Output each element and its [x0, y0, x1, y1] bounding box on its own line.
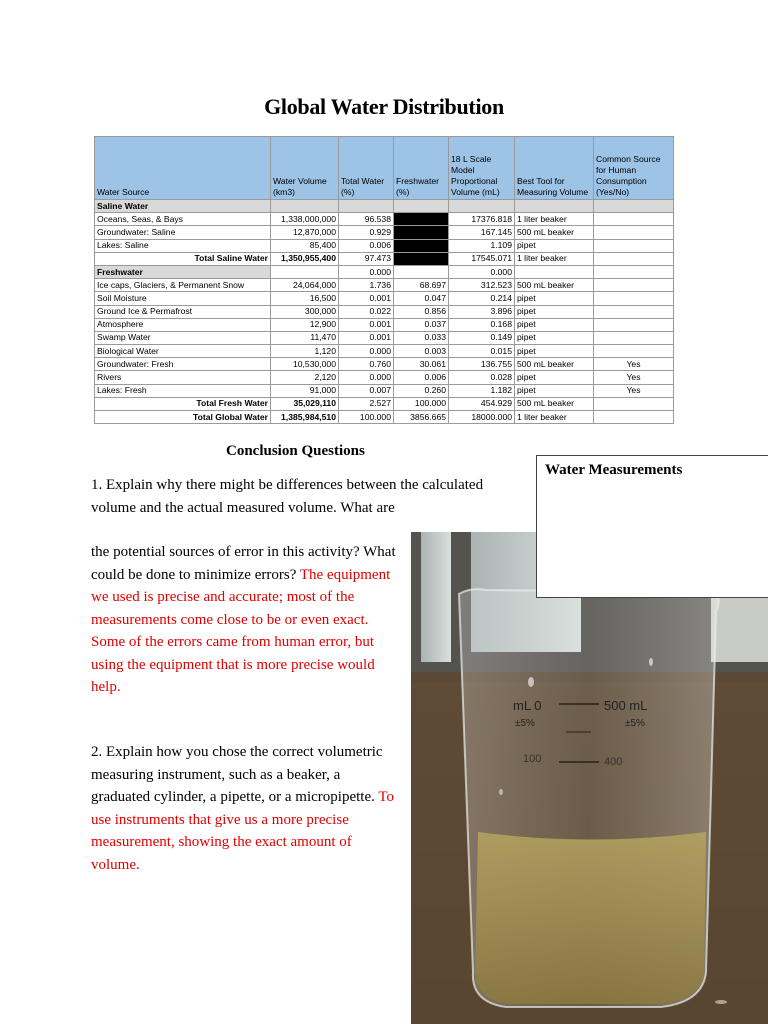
- cell-fresh-pct-blacked: [394, 252, 449, 265]
- cell-model-volume: 167.145: [449, 226, 515, 239]
- cell-model-volume: 0.028: [449, 371, 515, 384]
- cell-tool: 500 mL beaker: [515, 226, 594, 239]
- beaker-label-pct-left: ±5%: [515, 718, 535, 729]
- beaker-photo: [411, 532, 768, 1024]
- cell-consumption: Yes: [594, 358, 674, 371]
- table-row: [95, 305, 674, 318]
- total-consumption: [594, 397, 674, 410]
- cell-consumption: [594, 265, 674, 278]
- section-row-saline: [95, 200, 674, 213]
- table-row: [95, 371, 674, 384]
- cell-tool: 500 mL beaker: [515, 358, 594, 371]
- table-row: [95, 292, 674, 305]
- cell-source: Lakes: Fresh: [95, 384, 271, 397]
- cell-total-pct: 0.000: [339, 265, 394, 278]
- cell-model-volume: 1.109: [449, 239, 515, 252]
- cell-consumption: [594, 345, 674, 358]
- question-2-text: 2. Explain how you chose the correct volumetric measuring instrument, such as a beaker, a graduated cylinder, a pipette, or a micropipette.: [91, 744, 383, 805]
- cell-model-volume: 0.015: [449, 345, 515, 358]
- cell-source: Groundwater: Fresh: [95, 358, 271, 371]
- cell-tool: 1 liter beaker: [515, 213, 594, 226]
- cell-total-pct: 0.006: [339, 239, 394, 252]
- cell-source: Swamp Water: [95, 331, 271, 344]
- total-volume: 1,350,955,400: [271, 252, 339, 265]
- cell-tool: pipet: [515, 371, 594, 384]
- cell-volume: 11,470: [271, 331, 339, 344]
- table-row: [95, 239, 674, 252]
- cell-tool: [515, 265, 594, 278]
- water-measurements-box: [536, 455, 768, 598]
- total-consumption: [594, 252, 674, 265]
- cell-source: Lakes: Saline: [95, 239, 271, 252]
- cell-fresh-pct: 0.037: [394, 318, 449, 331]
- beaker-label-ml0: mL 0: [513, 698, 542, 713]
- header-common-source: Common Source for Human Consumption (Yes/No): [594, 137, 674, 200]
- section-row-fresh: [95, 265, 674, 278]
- total-model-volume: 454.929: [449, 397, 515, 410]
- cell-volume: 24,064,000: [271, 279, 339, 292]
- cell-source: Soil Moisture: [95, 292, 271, 305]
- cell-fresh-pct: 0.260: [394, 384, 449, 397]
- cell-volume: 85,400: [271, 239, 339, 252]
- table-row: [95, 226, 674, 239]
- total-pct: 100.000: [339, 411, 394, 424]
- total-fresh-pct: 100.000: [394, 397, 449, 410]
- cell-total-pct: 0.001: [339, 292, 394, 305]
- cell-source: Ice caps, Glaciers, & Permanent Snow: [95, 279, 271, 292]
- cell-volume: 91,000: [271, 384, 339, 397]
- cell-source: Atmosphere: [95, 318, 271, 331]
- cell-tool: pipet: [515, 239, 594, 252]
- header-total-water: Total Water (%): [339, 137, 394, 200]
- cell-consumption: Yes: [594, 371, 674, 384]
- total-model-volume: 18000.000: [449, 411, 515, 424]
- cell-fresh-pct-blacked: [394, 213, 449, 226]
- table-row: [95, 358, 674, 371]
- cell-total-pct: 0.760: [339, 358, 394, 371]
- total-fresh-pct: 3856.665: [394, 411, 449, 424]
- total-consumption: [594, 411, 674, 424]
- cell-total-pct: 0.001: [339, 318, 394, 331]
- water-distribution-table: [94, 136, 674, 424]
- cell-source: Rivers: [95, 371, 271, 384]
- total-row-fresh: [95, 397, 674, 410]
- cell-model-volume: 0.214: [449, 292, 515, 305]
- total-model-volume: 17545.071: [449, 252, 515, 265]
- cell-volume: 1,338,000,000: [271, 213, 339, 226]
- page-title: Global Water Distribution: [264, 94, 504, 119]
- cell-source: Oceans, Seas, & Bays: [95, 213, 271, 226]
- header-water-source: Water Source: [95, 137, 271, 200]
- cell-fresh-pct-blacked: [394, 226, 449, 239]
- cell-volume: 12,900: [271, 318, 339, 331]
- cell-model-volume: 0.149: [449, 331, 515, 344]
- cell-total-pct: 0.000: [339, 345, 394, 358]
- question-1-answer: The equipment we used is precise and accurate; most of the measurements come close to be or even exact. Some of the errors came from human error, but using the equipment that is more precise would help.: [91, 566, 391, 695]
- cell-fresh-pct: 0.047: [394, 292, 449, 305]
- cell-volume: 1,120: [271, 345, 339, 358]
- beaker-label-500: 500 mL: [604, 698, 648, 713]
- cell-total-pct: 0.001: [339, 331, 394, 344]
- cell-total-pct: 1.736: [339, 279, 394, 292]
- cell-total-pct: 0.929: [339, 226, 394, 239]
- total-tool: 1 liter beaker: [515, 411, 594, 424]
- question-2-block: [91, 741, 401, 876]
- cell-consumption: Yes: [594, 384, 674, 397]
- cell-tool: pipet: [515, 305, 594, 318]
- beaker-label-400: 400: [604, 756, 623, 768]
- cell-fresh-pct: 0.856: [394, 305, 449, 318]
- cell-volume: [271, 265, 339, 278]
- cell-model-volume: 136.755: [449, 358, 515, 371]
- cell-fresh-pct: 30.061: [394, 358, 449, 371]
- water-measurements-title: Water Measurements: [545, 462, 683, 478]
- cell-consumption: [594, 226, 674, 239]
- header-best-tool: Best Tool for Measuring Volume: [515, 137, 594, 200]
- cell-total-pct: 96.538: [339, 213, 394, 226]
- cell-tool: pipet: [515, 292, 594, 305]
- cell-model-volume: 1.182: [449, 384, 515, 397]
- question-1-block: [91, 541, 396, 699]
- cell-tool: pipet: [515, 384, 594, 397]
- total-pct: 2.527: [339, 397, 394, 410]
- cell-volume: 2,120: [271, 371, 339, 384]
- cell-total-pct: 0.000: [339, 371, 394, 384]
- cell-consumption: [594, 331, 674, 344]
- header-freshwater: Freshwater (%): [394, 137, 449, 200]
- question-1-text-top: 1. Explain why there might be differences between the calculated volume and the actual measured volume. What are: [91, 477, 484, 516]
- beaker-label-pct-right: ±5%: [625, 718, 645, 729]
- cell-consumption: [594, 213, 674, 226]
- total-label: Total Saline Water: [95, 252, 271, 265]
- header-water-volume: Water Volume (km3): [271, 137, 339, 200]
- total-volume: 1,385,984,510: [271, 411, 339, 424]
- total-label: Total Fresh Water: [95, 397, 271, 410]
- table-row: [95, 384, 674, 397]
- cell-model-volume: 3.896: [449, 305, 515, 318]
- total-label: Total Global Water: [95, 411, 271, 424]
- cell-model-volume: 0.000: [449, 265, 515, 278]
- cell-fresh-pct: 0.003: [394, 345, 449, 358]
- total-volume: 35,029,110: [271, 397, 339, 410]
- table-row: [95, 331, 674, 344]
- cell-model-volume: 17376.818: [449, 213, 515, 226]
- section-label: Freshwater: [95, 265, 271, 278]
- cell-source: Biological Water: [95, 345, 271, 358]
- cell-volume: 12,870,000: [271, 226, 339, 239]
- cell-model-volume: 0.168: [449, 318, 515, 331]
- header-scale-model: 18 L Scale Model Proportional Volume (mL): [449, 137, 515, 200]
- cell-consumption: [594, 292, 674, 305]
- cell-volume: 10,530,000: [271, 358, 339, 371]
- total-tool: 500 mL beaker: [515, 397, 594, 410]
- total-row-global: [95, 411, 674, 424]
- cell-source: Ground Ice & Permafrost: [95, 305, 271, 318]
- beaker-label-100: 100: [523, 753, 542, 765]
- table-row: [95, 279, 674, 292]
- cell-fresh-pct: 0.033: [394, 331, 449, 344]
- cell-consumption: [594, 279, 674, 292]
- total-pct: 97.473: [339, 252, 394, 265]
- cell-fresh-pct: [394, 265, 449, 278]
- table-row: [95, 345, 674, 358]
- cell-fresh-pct: 0.006: [394, 371, 449, 384]
- question-2-answer: To use instruments that give us a more precise measurement, showing the exact amount of volume.: [91, 789, 394, 873]
- cell-consumption: [594, 239, 674, 252]
- cell-fresh-pct: 68.697: [394, 279, 449, 292]
- table-header-row: [95, 137, 674, 200]
- cell-total-pct: 0.022: [339, 305, 394, 318]
- cell-model-volume: 312.523: [449, 279, 515, 292]
- table-row: [95, 213, 674, 226]
- question-1-text: the potential sources of error in this activity? What could be done to minimize errors?: [91, 544, 396, 583]
- total-tool: 1 liter beaker: [515, 252, 594, 265]
- cell-consumption: [594, 318, 674, 331]
- section-label: Saline Water: [95, 200, 271, 213]
- conclusion-heading: Conclusion Questions: [226, 443, 365, 459]
- cell-source: Groundwater: Saline: [95, 226, 271, 239]
- table-row: [95, 318, 674, 331]
- cell-tool: pipet: [515, 318, 594, 331]
- total-row-saline: [95, 252, 674, 265]
- cell-fresh-pct-blacked: [394, 239, 449, 252]
- cell-tool: 500 mL beaker: [515, 279, 594, 292]
- cell-volume: 300,000: [271, 305, 339, 318]
- cell-volume: 16,500: [271, 292, 339, 305]
- cell-tool: pipet: [515, 345, 594, 358]
- cell-tool: pipet: [515, 331, 594, 344]
- cell-total-pct: 0.007: [339, 384, 394, 397]
- cell-consumption: [594, 305, 674, 318]
